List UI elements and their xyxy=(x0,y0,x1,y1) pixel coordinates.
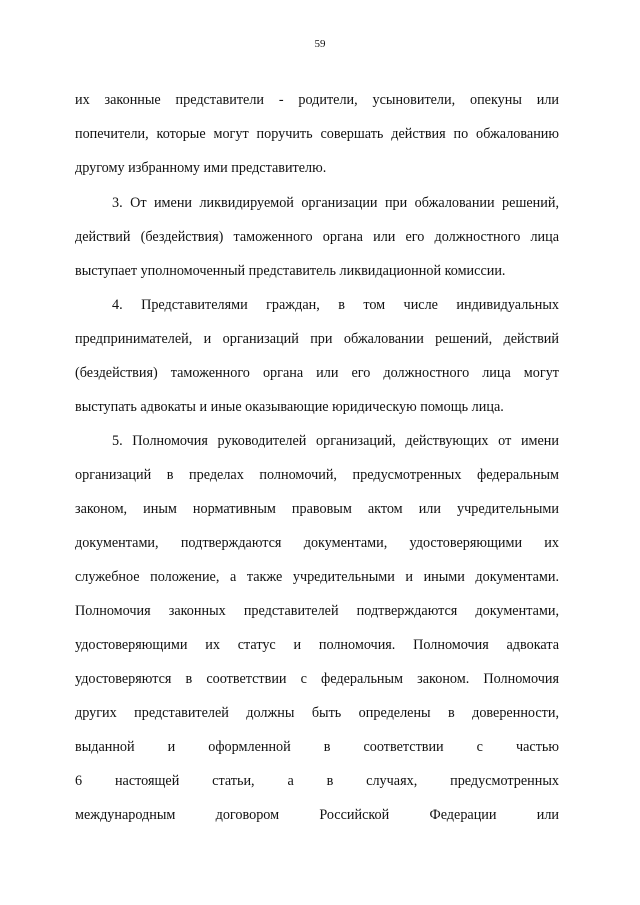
text-line: выданной и оформленной в соответствии с частью xyxy=(75,739,559,755)
text-line: законом, иным нормативным правовым актом или учредительными xyxy=(75,501,559,517)
page-number: 59 xyxy=(314,38,326,50)
text-line: служебное положение, а также учредительными и иными документами. xyxy=(75,569,559,585)
text-line: удостоверяются в соответствии с федеральным законом. Полномочия xyxy=(75,671,559,687)
text-line: организаций в пределах полномочий, предусмотренных федеральным xyxy=(75,467,559,483)
text-line: другому избранному ими представителю. xyxy=(75,160,327,176)
text-line: 3. От имени ликвидируемой организации при обжаловании решений, xyxy=(112,195,559,211)
text-line: попечители, которые могут поручить совершать действия по обжалованию xyxy=(75,126,559,142)
text-line: выступать адвокаты и иные оказывающие юридическую помощь лица. xyxy=(75,399,504,415)
text-line: (бездействия) таможенного органа или его должностного лица могут xyxy=(75,365,559,381)
text-line: их законные представители - родители, усыновители, опекуны или xyxy=(75,92,559,108)
text-line: 5. Полномочия руководителей организаций, действующих от имени xyxy=(112,433,559,449)
text-line: Полномочия законных представителей подтверждаются документами, xyxy=(75,603,559,619)
text-line: международным договором Российской Федерации или xyxy=(75,807,559,823)
text-line: 4. Представителями граждан, в том числе индивидуальных xyxy=(112,297,559,313)
text-line: действий (бездействия) таможенного органа или его должностного лица xyxy=(75,229,559,245)
text-line: 6 настоящей статьи, а в случаях, предусмотренных xyxy=(75,773,559,789)
text-line: других представителей должны быть определены в доверенности, xyxy=(75,705,559,721)
text-line: удостоверяющими их статус и полномочия. Полномочия адвоката xyxy=(75,637,559,653)
text-line: выступает уполномоченный представитель ликвидационной комиссии. xyxy=(75,263,506,279)
text-line: документами, подтверждаются документами, удостоверяющими их xyxy=(75,535,559,551)
text-line: предпринимателей, и организаций при обжаловании решений, действий xyxy=(75,331,559,347)
